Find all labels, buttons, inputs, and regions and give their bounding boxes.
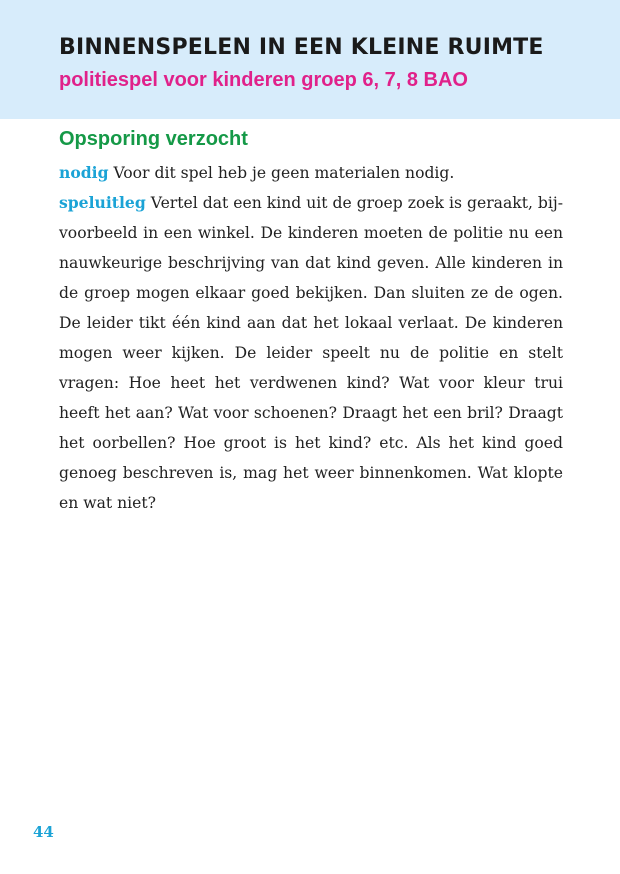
text-nodig: Voor dit spel heb je geen materialen nodig. [113, 164, 455, 182]
page-subtitle: politiespel voor kinderen groep 6, 7, 8 BAO [59, 69, 468, 91]
section-title: Opsporing verzocht [59, 128, 248, 150]
content-body [59, 158, 563, 518]
label-nodig: nodig [59, 163, 109, 182]
header-band [0, 0, 620, 119]
text-speluitleg: Vertel dat een kind uit de groep zoek is geraakt, bijvoorbeeld in een winkel. De kinderen moeten de politie nu een nauwkeurige beschrijving van dat kind geven. Alle kinderen in de groep mogen elkaar goed bekijken. Dan sluiten ze de ogen. De leider tikt één kind aan dat het lokaal verlaat. De kinderen mogen weer kijken. De leider speelt nu de politie en stelt vragen: Hoe heet het verdwenen kind? Wat voor kleur trui heeft het aan? Wat voor schoenen? Draagt het een bril? Draagt het oorbellen? Hoe groot is het kind? etc. Als het kind goed genoeg beschreven is, mag het weer binnenkomen. Wat klopte en wat niet? [59, 194, 563, 512]
page-title: BINNENSPELEN IN EEN KLEINE RUIMTE [59, 35, 544, 60]
page-number: 44 [33, 823, 54, 841]
paragraph-speluitleg [59, 188, 563, 518]
label-speluitleg: speluitleg [59, 193, 146, 212]
paragraph-nodig [59, 158, 563, 188]
